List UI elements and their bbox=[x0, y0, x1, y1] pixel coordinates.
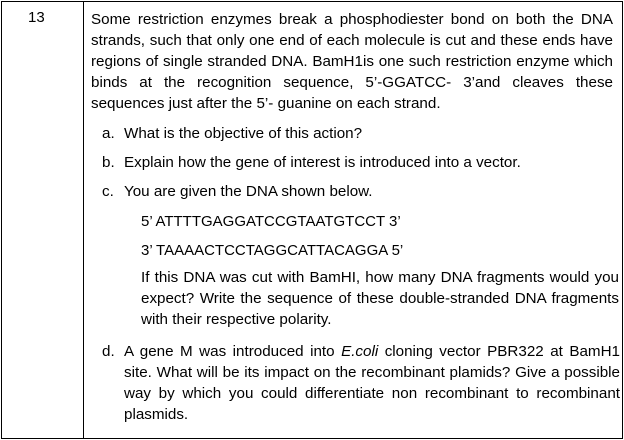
question-number-cell bbox=[2, 2, 84, 438]
part-a-letter: a. bbox=[102, 125, 115, 142]
dna-strand-top: 5’ ATTTTGAGGATCCGTAATGTCCT 3’ bbox=[141, 213, 401, 230]
part-d-letter: d. bbox=[102, 343, 115, 360]
part-a bbox=[102, 123, 620, 144]
part-d-text bbox=[124, 341, 620, 425]
part-a-text: What is the objective of this action? bbox=[124, 125, 363, 142]
part-b bbox=[102, 152, 620, 173]
question-content-cell bbox=[84, 2, 622, 438]
part-b-text: Explain how the gene of interest is introduced into a vector. bbox=[124, 154, 521, 171]
question-number: 13 bbox=[28, 9, 45, 26]
part-c-followup: If this DNA was cut with BamHI, how many DNA fragments would you expect? Write the sequence of these double-stranded DNA fragments with their respective polarity. bbox=[141, 269, 619, 328]
part-d-italic-organism: E.coli bbox=[341, 343, 379, 360]
part-c bbox=[102, 181, 620, 202]
part-c-text: You are given the DNA shown below. bbox=[124, 183, 373, 200]
part-d-text-before: A gene M was introduced into bbox=[124, 343, 342, 360]
part-c-letter: c. bbox=[102, 183, 114, 200]
dna-strand-bottom: 3’ TAAAACTCCTAGGCATTACAGGA 5’ bbox=[141, 242, 404, 259]
part-d bbox=[102, 341, 620, 425]
part-d-text-after: cloning vector PBR322 at BamH1 site. What will be its impact on the recombinant plamids? Give a possible way by which you could differentiate non recombinant to recombinant plasmids. bbox=[124, 343, 620, 423]
part-b-letter: b. bbox=[102, 154, 115, 171]
question-table bbox=[1, 1, 623, 439]
question-stem: Some restriction enzymes break a phosphodiester bond on both the DNA strands, such that only one end of each molecule is cut and these ends have regions of single stranded DNA. BamH1is one such restriction enzyme which binds at the recognition sequence, 5’-GGATCC- 3’and cleaves these sequences just after the 5’- guanine on each strand. bbox=[91, 11, 613, 112]
